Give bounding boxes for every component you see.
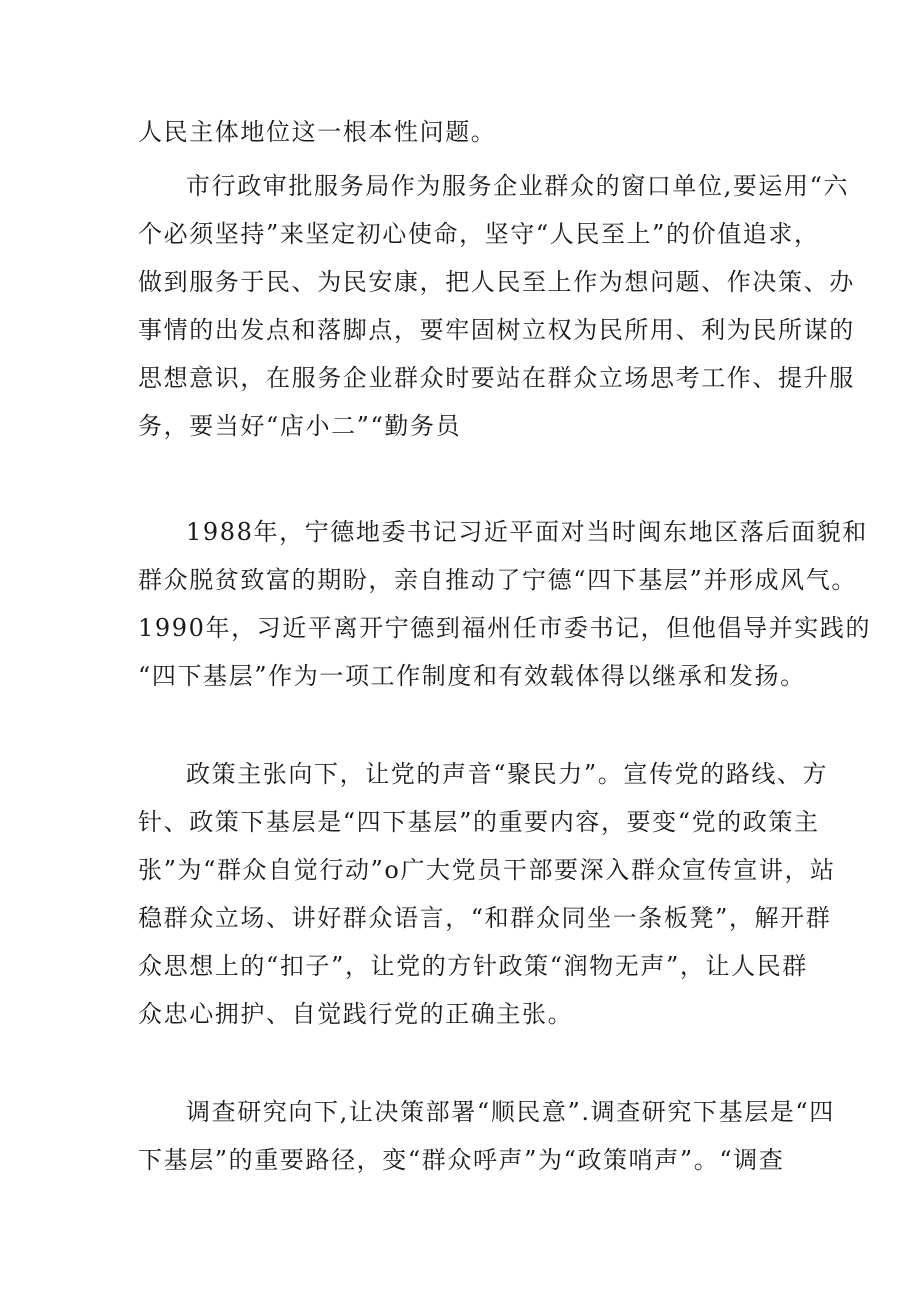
text-line: 人民主体地位这一根本性问题。 — [138, 118, 497, 146]
text-line: 针、政策下基层是“四下基层”的重要内容，要变“党的政策主 — [138, 808, 820, 836]
paragraph-5 — [138, 1088, 835, 1184]
text-line: 个必须坚持”来坚定初心使命，坚守“人民至上”的价值追求， — [138, 220, 820, 248]
text-line: 政策主张向下，让党的声音“聚民力”。宣传党的路线、方 — [186, 760, 829, 788]
text-line: 稳群众立场、讲好群众语言，“和群众同坐一条板凳”，解开群 — [138, 904, 832, 932]
paragraph-1 — [138, 108, 798, 156]
text-line: 思想意识，在服务企业群众时要站在群众立场思考工作、提升服 — [138, 364, 855, 392]
paragraph-4 — [138, 750, 836, 1038]
text-line: 1990年，习近平离开宁德到福州任市委书记，但他倡导并实践的 — [138, 614, 872, 642]
text-line: 群众脱贫致富的期盼，亲自推动了宁德“四下基层”并形成风气。 — [138, 566, 857, 594]
text-line: 下基层”的重要路径，变“群众呼声”为“政策哨声”。“调查 — [138, 1146, 785, 1174]
text-line: 市行政审批服务局作为服务企业群众的窗口单位,要运用“六 — [186, 172, 850, 200]
text-line: 务，要当好“店小二”“勤务员 — [138, 412, 462, 440]
paragraph-3 — [138, 508, 872, 700]
text-line: 众忠心拥护、自觉践行党的正确主张。 — [138, 1000, 574, 1028]
text-line: 事情的出发点和落脚点，要牢固树立权为民所用、利为民所谋的 — [138, 316, 855, 344]
text-line: “四下基层”作为一项工作制度和有效载体得以继承和发扬。 — [138, 662, 806, 690]
text-line: 做到服务于民、为民安康，把人民至上作为想问题、作决策、办 — [138, 268, 855, 296]
text-line: 众思想上的“扣子”，让党的方针政策“润物无声”，让人民群 — [138, 952, 808, 980]
text-line: 调查研究向下,让决策部署“顺民意”.调查研究下基层是“四 — [186, 1098, 835, 1126]
text-line: 张”为“群众自觉行动”o广大党员干部要深入群众宣传宣讲，站 — [138, 856, 836, 884]
text-line: 1988年，宁德地委书记习近平面对当时闽东地区落后面貌和 — [186, 518, 868, 546]
paragraph-2 — [138, 162, 855, 450]
